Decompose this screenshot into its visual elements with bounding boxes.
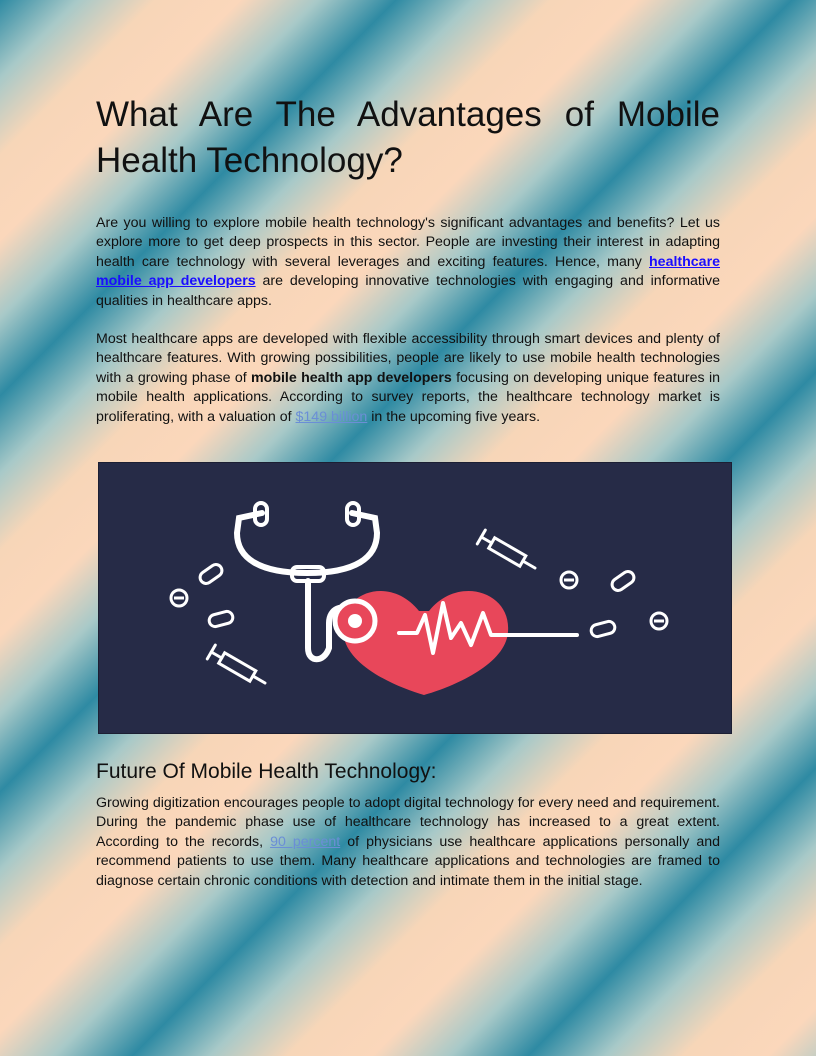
intro-paragraph-2	[96, 330, 720, 427]
ninety-percent-link[interactable]: 90 percent	[270, 833, 341, 850]
syringe-icon	[207, 645, 269, 690]
section-text-2: of physicians use healthcare applications personally and recommend patients to use them. Many healthcare applications and technologies are framed to diagnose certain chronic conditions with detection and intimate them in the initial stage.	[96, 833, 721, 889]
intro-text-1: Are you willing to explore mobile health technology's significant advantages and benefits? Let us explore more to get deep prospects in this sector. People are investing their interest in adapting health care technology with several leverages and exciting features. Hence, many	[96, 215, 720, 270]
title-line-2: Health Technology?	[96, 141, 403, 180]
pill-icon	[610, 569, 637, 593]
health-illustration	[98, 462, 732, 734]
chestpiece-inner	[348, 614, 362, 628]
intro-text-3: Most healthcare apps are developed with flexible accessibility through smart devices and plenty of healthcare features. With growing possibilities, people are likely to use mobile health technologies with a growing phase of	[96, 331, 720, 386]
intro-text-4: focusing on developing unique features in mobile health applications. According to survey reports, the healthcare technology market is proliferating, with a valuation of	[96, 369, 720, 425]
document-page	[96, 92, 720, 446]
bold-phrase: mobile health app developers	[251, 369, 452, 386]
intro-text-2: are developing innovative technologies with engaging and informative qualities in healthcare apps.	[96, 273, 720, 309]
valuation-link[interactable]: $149 billion	[295, 408, 368, 425]
syringe-icon	[477, 530, 539, 575]
stethoscope-tube-left	[237, 513, 307, 573]
section-body	[96, 794, 720, 910]
pill-icon	[198, 562, 225, 586]
page-title	[96, 92, 720, 184]
intro-text-5: in the upcoming five years.	[367, 408, 541, 425]
pill-icon	[208, 610, 234, 628]
section-text-1: Growing digitization encourages people to adopt digital technology for every need and requirement. During the pandemic phase use of healthcare technology has increased to a great extent. According to the records,	[96, 795, 720, 850]
healthcare-developers-link[interactable]: healthcare mobile app developers	[96, 253, 720, 290]
title-line-1: What Are The Advantages of Mobile	[96, 95, 720, 134]
section-paragraph	[96, 794, 720, 891]
intro-paragraph-1	[96, 214, 720, 311]
stethoscope-heart-icon	[99, 463, 731, 733]
pill-icon	[590, 620, 616, 638]
section-heading: Future Of Mobile Health Technology:	[96, 760, 437, 783]
stethoscope-tube-right	[307, 513, 377, 573]
